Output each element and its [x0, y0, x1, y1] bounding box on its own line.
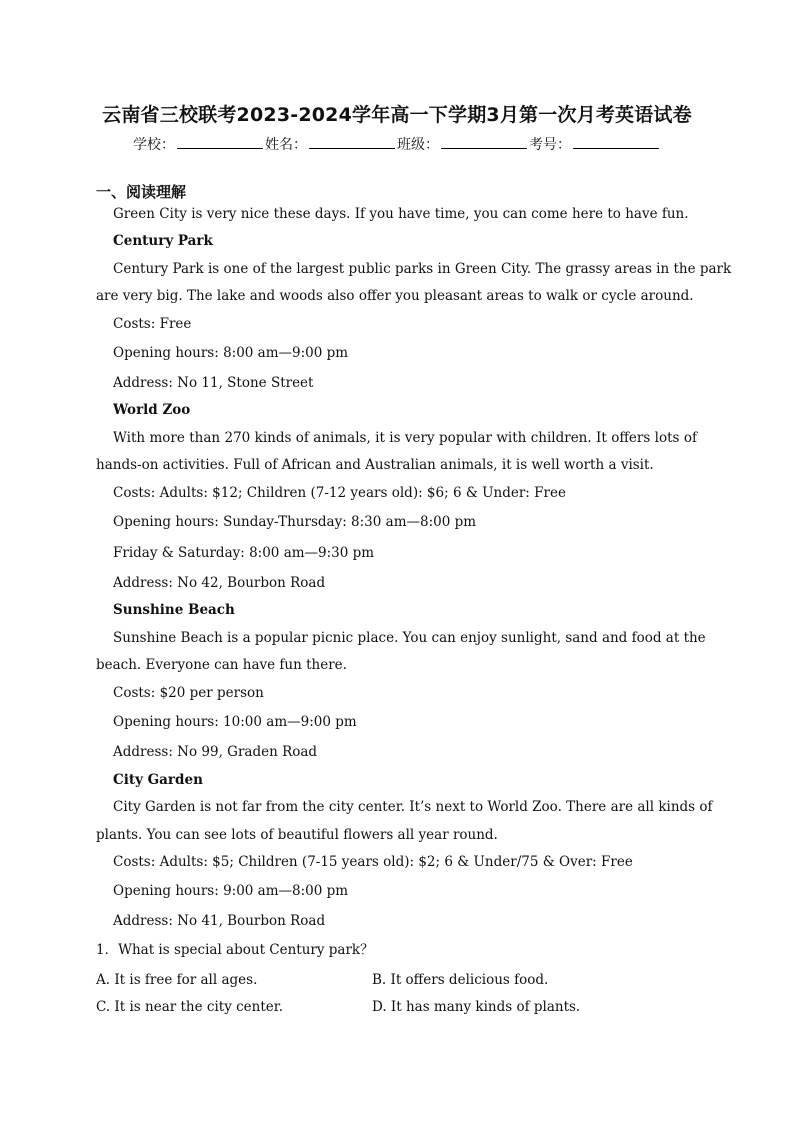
world-zoo-desc-2: hands-on activities. Full of African and Australian animals, it is well worth a visit.	[96, 457, 654, 473]
world-zoo-desc-1: With more than 270 kinds of animals, it is very popular with children. It offers lots of	[113, 430, 697, 446]
world-zoo-hours-1: Opening hours: Sunday-Thursday: 8:30 am—8:00 pm	[113, 514, 477, 530]
city-garden-address: Address: No 41, Bourbon Road	[113, 913, 326, 929]
student-info-line	[0, 134, 794, 154]
question-1-option-d[interactable]: D. It has many kinds of plants.	[372, 999, 581, 1015]
number-blank[interactable]	[573, 136, 659, 149]
city-garden-hours: Opening hours: 9:00 am—8:00 pm	[113, 883, 349, 899]
century-park-hours: Opening hours: 8:00 am—9:00 pm	[113, 345, 349, 361]
school-label: 学校：	[133, 137, 175, 153]
city-garden-desc-2: plants. You can see lots of beautiful flowers all year round.	[96, 827, 498, 843]
school-blank[interactable]	[177, 136, 263, 149]
question-1-option-c[interactable]: C. It is near the city center.	[96, 999, 284, 1015]
sunshine-beach-costs: Costs: $20 per person	[113, 685, 264, 701]
city-garden-costs: Costs: Adults: $5; Children (7-15 years old): $2; 6 & Under/75 & Over: Free	[113, 854, 633, 870]
sunshine-beach-address: Address: No 99, Graden Road	[113, 744, 318, 760]
century-park-address: Address: No 11, Stone Street	[113, 375, 314, 391]
number-label: 考号：	[529, 137, 571, 153]
name-blank[interactable]	[309, 136, 395, 149]
century-park-desc-2: are very big. The lake and woods also offer you pleasant areas to walk or cycle around.	[96, 288, 694, 304]
question-1-option-a[interactable]: A. It is free for all ages.	[96, 972, 258, 988]
century-park-desc-1: Century Park is one of the largest public parks in Green City. The grassy areas in the park	[113, 261, 732, 277]
world-zoo-hours-2: Friday & Saturday: 8:00 am—9:30 pm	[113, 545, 375, 561]
city-garden-desc-1: City Garden is not far from the city center. It’s next to World Zoo. There are all kinds of	[113, 799, 713, 815]
class-blank[interactable]	[441, 136, 527, 149]
century-park-costs: Costs: Free	[113, 316, 192, 332]
century-park-title: Century Park	[113, 233, 213, 249]
sunshine-beach-title: Sunshine Beach	[113, 602, 235, 618]
section-heading: 一、阅读理解	[96, 183, 187, 201]
world-zoo-costs: Costs: Adults: $12; Children (7-12 years old): $6; 6 & Under: Free	[113, 485, 566, 501]
class-label: 班级：	[397, 137, 439, 153]
world-zoo-address: Address: No 42, Bourbon Road	[113, 575, 326, 591]
question-1-option-b[interactable]: B. It offers delicious food.	[372, 972, 549, 988]
exam-title: 云南省三校联考2023-2024学年高一下学期3月第一次月考英语试卷	[102, 104, 692, 126]
name-label: 姓名：	[265, 137, 307, 153]
sunshine-beach-hours: Opening hours: 10:00 am—9:00 pm	[113, 714, 357, 730]
world-zoo-title: World Zoo	[113, 402, 191, 418]
sunshine-beach-desc-1: Sunshine Beach is a popular picnic place. You can enjoy sunlight, sand and food at the	[113, 630, 706, 646]
sunshine-beach-desc-2: beach. Everyone can have fun there.	[96, 657, 347, 673]
question-1-stem: 1．What is special about Century park？	[96, 942, 374, 958]
passage-intro: Green City is very nice these days. If you have time, you can come here to have fun.	[113, 206, 689, 222]
city-garden-title: City Garden	[113, 772, 203, 788]
